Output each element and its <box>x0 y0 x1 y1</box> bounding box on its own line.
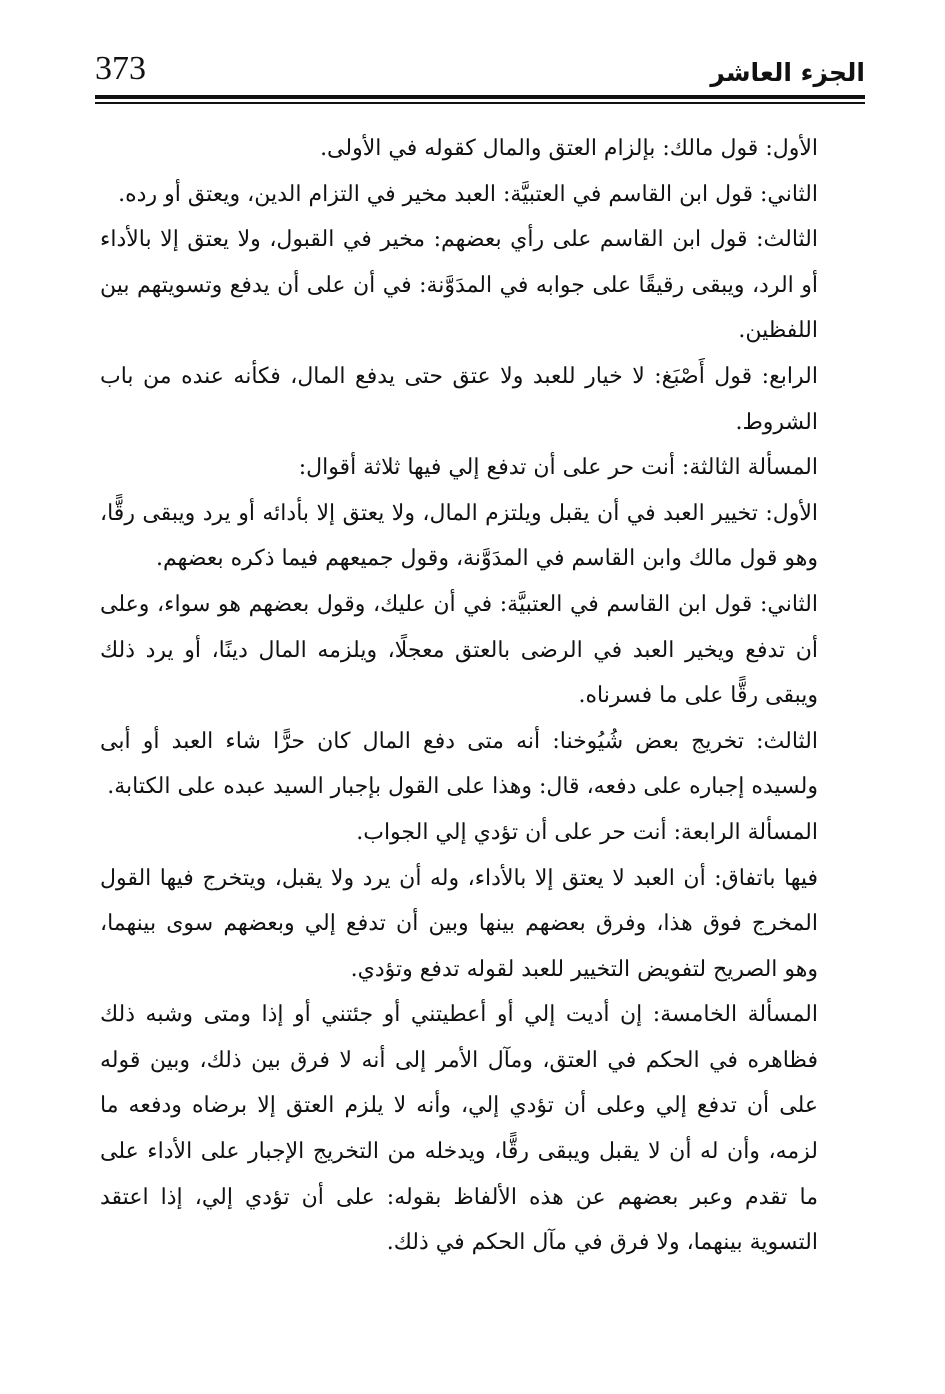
paragraph: الرابع: قول أَصْبَغ: لا خيار للعبد ولا عتق حتى يدفع المال، فكأنه عنده من باب الشروط. <box>100 363 818 435</box>
page-header <box>95 48 865 98</box>
paragraph: الأول: قول مالك: بإلزام العتق والمال كقوله في الأولى. <box>320 136 818 161</box>
paragraph: المسألة الثالثة: أنت حر على أن تدفع إلي فيها ثلاثة أقوال: <box>298 455 818 481</box>
body-text <box>100 126 818 1266</box>
page-number: 373 <box>95 50 146 87</box>
header-rule-thick <box>95 95 865 99</box>
paragraph: فيها باتفاق: أن العبد لا يعتق إلا بالأداء، وله أن يرد ولا يقبل، ويتخرج فيها القول المخرج فوق هذا، وفرق بعضهم بينها وبين أن تدفع إلي وبعضهم سوى بينهما، وهو الصريح لتفويض التخيير للعبد لقوله تدفع وتؤدي. <box>100 865 818 982</box>
paragraph: المسألة الخامسة: إن أديت إلي أو أعطيتني أو جئتني أو إذا ومتى وشبه ذلك فظاهره في الحكم في العتق، ومآل الأمر إلى أنه لا فرق بين ذلك، وبين قوله على أن تدفع إلي وعلى أن تؤدي إلي، وأنه لا يلزم العتق إلا برضاه ودفعه ما لزمه، وأن له أن لا يقبل ويبقى رقًّا، ويدخله من التخريج الإجبار على الأداء على ما تقدم وعبر بعضهم عن هذه الألفاظ بقوله: على أن تؤدي إلي، إذا اعتقد التسوية بينهما، ولا فرق في مآل الحكم في ذلك. <box>100 1002 818 1256</box>
running-title: الجزء العاشر <box>710 58 865 87</box>
paragraph: الثاني: قول ابن القاسم في العتبيَّة: العبد مخير في التزام الدين، ويعتق أو رده. <box>118 181 818 207</box>
paragraph: المسألة الرابعة: أنت حر على أن تؤدي إلي الجواب. <box>356 819 818 845</box>
header-rule-thin <box>95 102 865 104</box>
paragraph: الثالث: تخريج بعض شُيُوخنا: أنه متى دفع المال كان حرًّا شاء العبد أو أبى ولسيده إجباره على دفعه، قال: وهذا على القول بإجبار السيد عبده على الكتابة. <box>100 728 818 800</box>
paragraph: الأول: تخيير العبد في أن يقبل ويلتزم المال، ولا يعتق إلا بأدائه أو يرد ويبقى رقًّا، وهو قول مالك وابن القاسم في المدَوَّنة، وقول جميعهم فيما ذكره بعضهم. <box>100 500 818 572</box>
paragraph: الثالث: قول ابن القاسم على رأي بعضهم: مخير في القبول، ولا يعتق إلا بالأداء أو الرد، ويبقى رقيقًا على جوابه في المدَوَّنة: في أن على أن يدفع وتسويتهم بين اللفظين. <box>100 227 818 344</box>
paragraph: الثاني: قول ابن القاسم في العتبيَّة: في أن عليك، وقول بعضهم هو سواء، وعلى أن تدفع ويخير العبد في الرضى بالعتق معجلًا، ويلزمه المال دينًا، أو يرد ذلك ويبقى رقًّا على ما فسرناه. <box>100 591 818 709</box>
